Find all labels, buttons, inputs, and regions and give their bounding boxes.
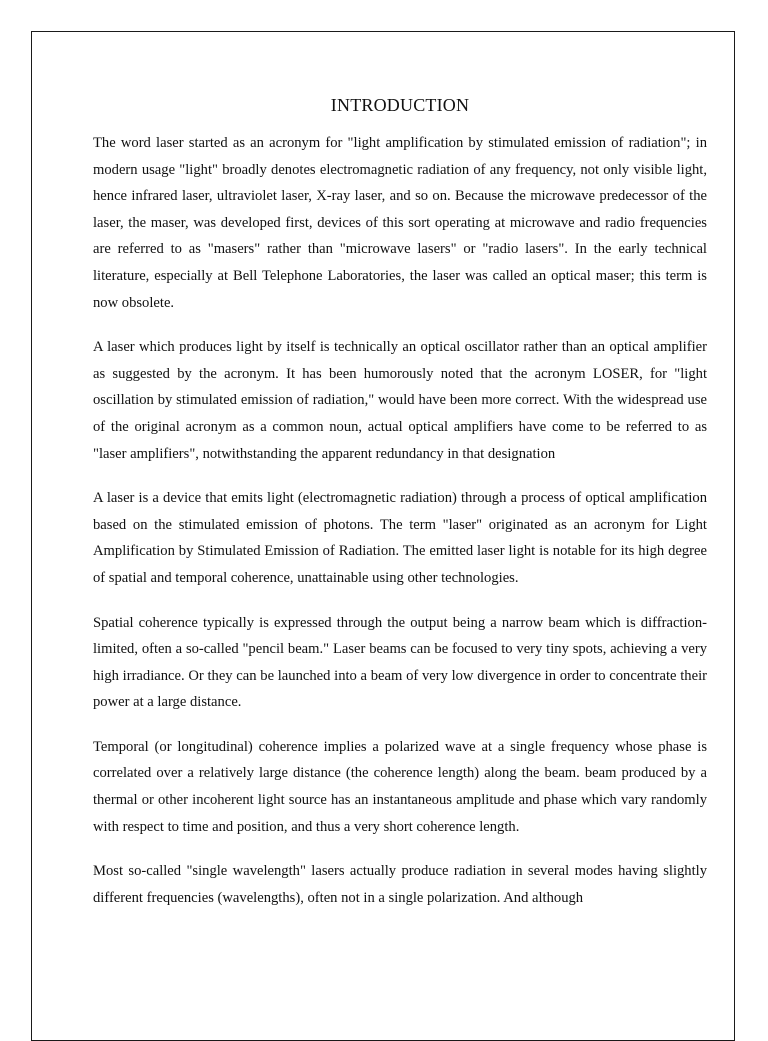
paragraph-1: The word laser started as an acronym for "light amplification by stimulated emission of radiation"; in modern usage "light" broadly denotes electromagnetic radiation of any frequency, not only visible light, hence infrared laser, ultraviolet laser, X-ray laser, and so on. Because the microwave predecessor of the laser, the maser, was developed first, devices of this sort operating at microwave and radio frequencies are referred to as "masers" rather than "microwave lasers" or "radio lasers". In the early technical literature, especially at Bell Telephone Laboratories, the laser was called an optical maser; this term is now obsolete. xyxy=(93,135,707,311)
paragraph-2: A laser which produces light by itself is technically an optical oscillator rather than an optical amplifier as suggested by the acronym. It has been humorously noted that the acronym LOSER, for "light oscillation by stimulated emission of radiation," would have been more correct. With the widespread use of the original acronym as a common noun, actual optical amplifiers have come to be referred to as "laser amplifiers", notwithstanding the apparent redundancy in that designation xyxy=(93,339,707,462)
page-title: INTRODUCTION xyxy=(330,95,470,115)
paragraph-3: A laser is a device that emits light (electromagnetic radiation) through a process of optical amplification based on the stimulated emission of photons. The term "laser" originated as an acronym for Light Amplification by Stimulated Emission of Radiation. The emitted laser light is notable for its high degree of spatial and temporal coherence, unattainable using other technologies. xyxy=(93,490,707,586)
paragraph-6: Most so-called "single wavelength" lasers actually produce radiation in several modes having slightly different frequencies (wavelengths), often not in a single polarization. And although xyxy=(93,863,707,906)
document-body xyxy=(93,94,707,929)
document-page xyxy=(31,31,735,1041)
paragraph-4: Spatial coherence typically is expressed through the output being a narrow beam which is diffraction-limited, often a so-called "pencil beam." Laser beams can be focused to very tiny spots, achieving a very high irradiance. Or they can be launched into a beam of very low divergence in order to concentrate their power at a large distance. xyxy=(93,614,707,711)
paragraph-5: Temporal (or longitudinal) coherence implies a polarized wave at a single frequency whose phase is correlated over a relatively large distance (the coherence length) along the beam. beam produced by a thermal or other incoherent light source has an instantaneous amplitude and phase which vary randomly with respect to time and position, and thus a very short coherence length. xyxy=(93,738,707,835)
